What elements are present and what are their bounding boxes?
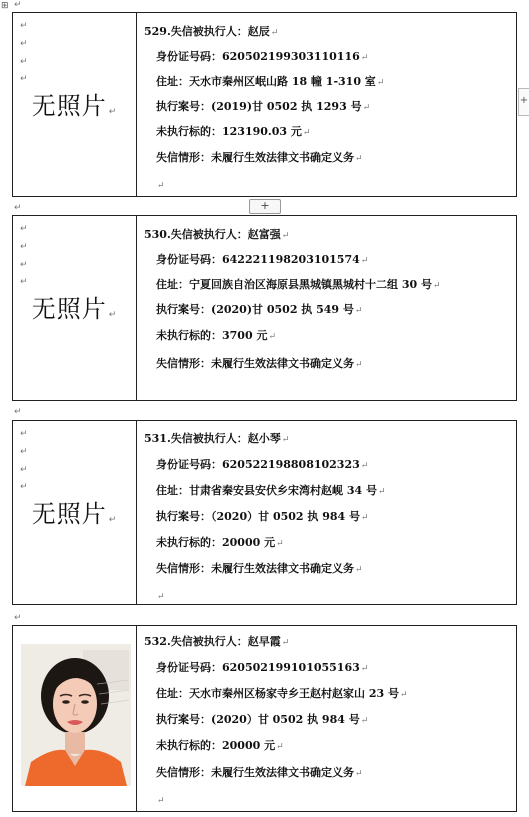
empty-paragraph: ↵ <box>157 796 165 806</box>
record-case-number: 执行案号：(2020）甘 0502 执 984 号↵ <box>156 713 369 726</box>
record-situation: 失信情形：未履行生效法律文书确定义务↵ <box>156 151 363 164</box>
no-photo-label: 无照片 ↵ <box>31 499 118 528</box>
record-address: 住址：天水市秦州区岷山路 18 幢 1-310 室↵ <box>156 75 385 88</box>
record-amount: 未执行标的：3700 元↵ <box>156 329 276 342</box>
info-cell <box>141 13 516 196</box>
info-cell <box>141 216 516 400</box>
record-title: 531.失信被执行人：赵小琴↵ <box>144 432 290 445</box>
add-row-button[interactable]: + <box>249 199 281 214</box>
record-table <box>12 420 517 605</box>
record-table <box>12 12 517 197</box>
portrait-image <box>21 644 131 786</box>
cell-paragraph-marks: ↵ ↵ ↵ ↵ <box>20 224 28 288</box>
record-situation: 失信情形：未履行生效法律文书确定义务↵ <box>156 562 363 575</box>
person-photo <box>21 644 131 786</box>
info-cell <box>141 626 516 811</box>
record-situation: 失信情形：未履行生效法律文书确定义务↵ <box>156 357 363 370</box>
empty-paragraph: ↵ <box>157 592 165 602</box>
no-photo-label: 无照片 ↵ <box>31 91 118 120</box>
insert-column-button[interactable]: + <box>518 88 529 116</box>
record-id-number: 身份证号码：642221198203101574↵ <box>156 253 369 266</box>
record-address: 住址：甘肃省秦安县安伏乡宋湾村赵岘 34 号↵ <box>156 484 386 497</box>
record-amount: 未执行标的：20000 元↵ <box>156 739 284 752</box>
record-address: 住址：天水市秦州区杨家寺乡王赵村赵家山 23 号↵ <box>156 687 408 700</box>
record-situation: 失信情形：未履行生效法律文书确定义务↵ <box>156 766 363 779</box>
table-move-handle-icon[interactable]: ⊞ <box>1 1 9 11</box>
info-cell <box>141 421 516 604</box>
record-table <box>12 625 517 812</box>
photo-cell <box>13 626 137 811</box>
photo-cell <box>13 13 137 196</box>
record-table <box>12 215 517 401</box>
paragraph-mark: ↵ <box>14 613 22 623</box>
record-id-number: 身份证号码：620502199101055163↵ <box>156 661 369 674</box>
record-amount: 未执行标的：20000 元↵ <box>156 536 284 549</box>
record-id-number: 身份证号码：620522198808102323↵ <box>156 458 369 471</box>
cell-paragraph-marks: ↵ ↵ ↵ ↵ <box>20 429 28 493</box>
photo-cell <box>13 216 137 400</box>
record-case-number: 执行案号：(2020)甘 0502 执 549 号↵ <box>156 303 363 316</box>
empty-paragraph: ↵ <box>157 181 165 191</box>
record-amount: 未执行标的：123190.03 元↵ <box>156 125 311 138</box>
cell-paragraph-marks: ↵ ↵ ↵ ↵ <box>20 21 28 85</box>
paragraph-mark: ↵ <box>14 0 22 10</box>
record-title: 532.失信被执行人：赵早霞↵ <box>144 635 290 648</box>
record-title: 530.失信被执行人：赵富强↵ <box>144 228 290 241</box>
paragraph-mark: ↵ <box>14 203 22 213</box>
no-photo-label: 无照片 ↵ <box>31 294 118 323</box>
paragraph-mark: ↵ <box>14 407 22 417</box>
record-id-number: 身份证号码：620502199303110116↵ <box>156 50 369 63</box>
record-title: 529.失信被执行人：赵辰↵ <box>144 25 279 38</box>
photo-cell <box>13 421 137 604</box>
record-address: 住址：宁夏回族自治区海原县黑城镇黑城村十二组 30 号↵ <box>156 278 441 291</box>
record-case-number: 执行案号：(2019)甘 0502 执 1293 号↵ <box>156 100 371 113</box>
record-case-number: 执行案号：（2020）甘 0502 执 984 号↵ <box>156 510 369 523</box>
